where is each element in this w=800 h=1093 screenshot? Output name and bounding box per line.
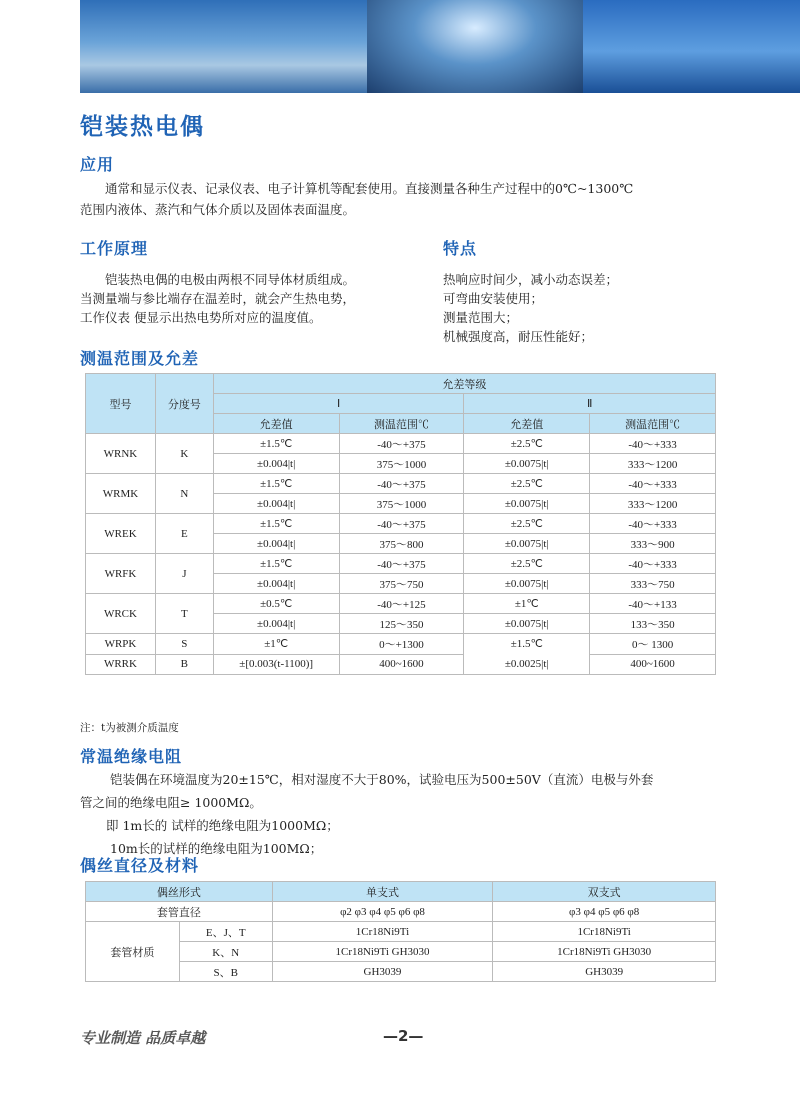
wire-heading: 偶丝直径及材料 [80, 856, 200, 875]
col-double: 双支式 [493, 882, 716, 902]
cell-model: WREK [86, 514, 156, 554]
footer-slogan: 专业制造 品质卓越 [80, 1029, 206, 1047]
cell: ±0.5℃ [213, 594, 339, 614]
cell: 375～1000 [339, 494, 464, 514]
principle-text [80, 270, 355, 327]
application-heading: 应用 [80, 155, 115, 174]
oil-platform-photo [583, 0, 800, 93]
cell: -40～+375 [339, 554, 464, 574]
col-range: 测温范围℃ [339, 414, 464, 434]
cell: WRPK [86, 634, 156, 655]
cell: WRRK [86, 654, 156, 675]
cell: ±1.5℃ [213, 434, 339, 454]
cell: ±0.004|t| [213, 614, 339, 634]
header-banner [80, 0, 800, 93]
table-note: 注：t为被测介质温度 [80, 722, 179, 734]
cell: -40～+375 [339, 434, 464, 454]
cell: ±0.004|t| [213, 534, 339, 554]
table-row [86, 962, 716, 982]
cell: ±1.5℃ [213, 474, 339, 494]
col-tol: 允差值 [213, 414, 339, 434]
application-text [80, 178, 720, 220]
features-list [443, 270, 618, 346]
cell: E、J、T [179, 922, 272, 942]
cell-grade: K [155, 434, 213, 474]
col-model: 型号 [86, 374, 156, 434]
cell-model: WRMK [86, 474, 156, 514]
cell: 333～750 [590, 574, 716, 594]
col-tol: 允差值 [464, 414, 590, 434]
cell-grade: N [155, 474, 213, 514]
cell: 1Cr18Ni9Ti GH3030 [272, 942, 493, 962]
feature-item: 机械强度高，耐压性能好； [443, 329, 594, 344]
cell: -40～+125 [339, 594, 464, 614]
cell: 1Cr18Ni9Ti GH3030 [493, 942, 716, 962]
cell: ±0.0075|t| [464, 614, 590, 634]
cell: ±1℃ [213, 634, 339, 655]
cell: -40～+333 [590, 474, 716, 494]
cell: 375～1000 [339, 454, 464, 474]
cell: ±[0.003(t-1100)] [213, 654, 339, 675]
cell-model: WRCK [86, 594, 156, 634]
cell: S、B [179, 962, 272, 982]
range-heading: 测温范围及允差 [80, 349, 200, 368]
cell: 400~1600 [339, 654, 464, 675]
cell: ±0.004|t| [213, 454, 339, 474]
cell: 125～350 [339, 614, 464, 634]
table-row [86, 514, 716, 534]
cell: ±0.004|t| [213, 574, 339, 594]
cell-line: ±1.5℃ [510, 638, 543, 650]
text-line: 即 1m长的 试样的绝缘电阻为1000MΩ； [106, 818, 339, 833]
insulation-heading: 常温绝缘电阻 [80, 747, 183, 766]
table-row [86, 902, 716, 922]
col-range: 测温范围℃ [590, 414, 716, 434]
cell: 0～+1300 [339, 634, 464, 655]
cell: -40～+333 [590, 514, 716, 534]
table-row [86, 594, 716, 614]
cell: ±2.5℃ [464, 434, 590, 454]
page-number: —2— [383, 1027, 424, 1045]
text-line: 范围内液体、蒸汽和气体介质以及固体表面温度。 [80, 202, 356, 217]
cell: ±0.0075|t| [464, 534, 590, 554]
cell: 375～800 [339, 534, 464, 554]
cell: ±0.0075|t| [464, 494, 590, 514]
cell: ±1.5℃ [213, 554, 339, 574]
text-line: 当测量端与参比端存在温差时，就会产生热电势， [80, 291, 356, 306]
text-line: 通常和显示仪表、记录仪表、电子计算机等配套使用。直接测量各种生产过程中的0℃~1300℃ [105, 181, 634, 196]
cell: 套管材质 [86, 922, 180, 982]
cell-grade: J [155, 554, 213, 594]
cell: 333～900 [590, 534, 716, 554]
text-line: 铠装热电偶的电极由两根不同导体材质组成。 [105, 272, 356, 287]
cell: ±0.0075|t| [464, 454, 590, 474]
text-line: 工作仪表 便显示出热电势所对应的温度值。 [80, 310, 322, 325]
text-line: 铠装偶在环境温度为20±15℃，相对湿度不大于80%，试验电压为500±50V（直流）电极与外套 [110, 772, 654, 787]
feature-item: 测量范围大； [443, 310, 519, 325]
cell: K、N [179, 942, 272, 962]
cell-model: WRFK [86, 554, 156, 594]
cell: 套管直径 [86, 902, 273, 922]
text-line: 管之间的绝缘电阻≥ 1000MΩ。 [80, 795, 262, 810]
col-single: 单支式 [272, 882, 493, 902]
principle-heading: 工作原理 [80, 239, 149, 258]
cell: 1Cr18Ni9Ti [493, 922, 716, 942]
cell: S [155, 634, 213, 655]
insulation-text [80, 768, 730, 860]
cell: ±2.5℃ [464, 474, 590, 494]
feature-item: 热响应时间少，减小动态误差； [443, 272, 619, 287]
power-plant-photo [80, 0, 367, 93]
cell: -40～+133 [590, 594, 716, 614]
cell: -40～+333 [590, 554, 716, 574]
cell: 0～ 1300 [590, 634, 716, 655]
col-class-2: Ⅱ [464, 394, 716, 414]
cell: GH3039 [493, 962, 716, 982]
cell: GH3039 [272, 962, 493, 982]
table-row [86, 634, 716, 655]
control-room-photo [367, 0, 583, 93]
cell: -40～+375 [339, 474, 464, 494]
cell [464, 634, 590, 675]
table-row [86, 434, 716, 454]
table-row [86, 474, 716, 494]
cell-grade: E [155, 514, 213, 554]
wire-table [85, 881, 716, 982]
cell-model: WRNK [86, 434, 156, 474]
cell-line: ±0.0025|t| [504, 658, 549, 670]
col-class-1: Ⅰ [213, 394, 464, 414]
col-wire-type: 偶丝形式 [86, 882, 273, 902]
cell: 375～750 [339, 574, 464, 594]
table-row [86, 922, 716, 942]
cell: 133～350 [590, 614, 716, 634]
cell: 333～1200 [590, 494, 716, 514]
cell: ±1.5℃ [213, 514, 339, 534]
cell: ±0.004|t| [213, 494, 339, 514]
features-heading: 特点 [443, 239, 478, 258]
cell: ±0.0075|t| [464, 574, 590, 594]
cell-grade: T [155, 594, 213, 634]
col-tolerance-class: 允差等级 [213, 374, 715, 394]
cell: ±2.5℃ [464, 514, 590, 534]
text-line: 10m长的试样的绝缘电阻为100MΩ； [110, 841, 323, 856]
table-row [86, 654, 716, 675]
cell: ±1℃ [464, 594, 590, 614]
cell: φ2 φ3 φ4 φ5 φ6 φ8 [272, 902, 493, 922]
feature-item: 可弯曲安装使用； [443, 291, 544, 306]
cell: 400~1600 [590, 654, 716, 675]
table-row [86, 942, 716, 962]
table-row [86, 554, 716, 574]
cell: 1Cr18Ni9Ti [272, 922, 493, 942]
cell: B [155, 654, 213, 675]
cell: -40～+375 [339, 514, 464, 534]
col-grade: 分度号 [155, 374, 213, 434]
cell: φ3 φ4 φ5 φ6 φ8 [493, 902, 716, 922]
cell: 333～1200 [590, 454, 716, 474]
tolerance-table [85, 373, 716, 675]
cell: ±2.5℃ [464, 554, 590, 574]
page-title: 铠装热电偶 [80, 114, 205, 140]
cell: -40～+333 [590, 434, 716, 454]
